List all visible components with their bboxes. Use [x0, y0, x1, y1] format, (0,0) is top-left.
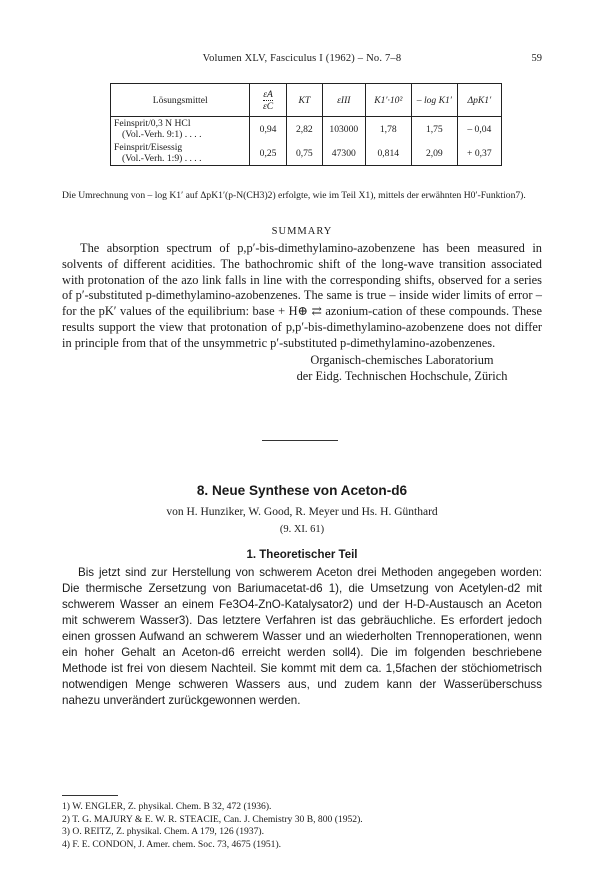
row-solvent [111, 117, 250, 142]
col-solvent: Lösungsmittel [111, 84, 250, 117]
col-kt: KT [286, 84, 322, 117]
table-note: Die Umrechnung von – log K1′ auf ΔpK1′(p-N(CH3)2) erfolgte, wie im Teil X1), mittels der erwähnten H0′-Funktion7). [62, 190, 526, 201]
section-heading: 1. Theoretischer Teil [246, 549, 358, 561]
results-table [110, 83, 502, 166]
cell-logk1: 1,75 [411, 117, 457, 142]
article-authors: von H. Hunziker, W. Good, R. Meyer und Hs. H. Günthard [166, 506, 438, 518]
article-date: (9. XI. 61) [279, 524, 325, 535]
cell-eps-ratio: 0,94 [250, 117, 286, 142]
summary-text: The absorption spectrum of p,p′-bis-dimethylamino-azobenzene has been measured in solvents of different acidities. The bathochromic shift of the long-wave transition associated with protonation of the azo link falls in line with the corresponding shifts, observed for a series of p′-substituted p-dimethylamino-azobenzenes. The same is true – inside wider limits of error – for the pK′ values of the equilibrium: base + H⊕ ⇄ azonium-cation of these compounds. These results support the view that protonation of p,p′-bis-dimethylamino-azobenzene does not differ in principle from that of the unsymmetric p′-substituted p-dimethylamino-azobenzenes. [62, 241, 542, 350]
col-logk1: – log K1′ [411, 84, 457, 117]
section-divider [262, 440, 338, 441]
institution-line2: der Eidg. Technischen Hochschule, Zürich [296, 369, 508, 383]
cell-eps3: 103000 [322, 117, 365, 142]
cell-dpk: – 0,04 [457, 117, 501, 142]
cell-dpk: + 0,37 [457, 141, 501, 166]
running-title: Volumen XLV, Fasciculus I (1962) – No. 7–8 [202, 53, 402, 64]
cell-kt: 0,75 [286, 141, 322, 166]
col-eps3: εIII [322, 84, 365, 117]
cell-k1: 0,814 [365, 141, 411, 166]
col-eps-ratio [250, 84, 286, 117]
solvent-line2: (Vol.-Verh. 1:9) . . . . [122, 153, 202, 164]
body-paragraph: Bis jetzt sind zur Herstellung von schwerem Aceton drei Methoden angegeben worden: Die thermische Zersetzung von Bariumacetat-d6 1), die Umsetzung von Acetylen-d2 mit schwerem Wasser an einem Fe3O4-ZnO-Katalysator2) und der H-D-Austausch an Aceton mit schwerem Wasser3). Das letztere Verfahren ist das gebräuchliche. Es erfordert jedoch einen grossen Aufwand an schwerem Wasser und an wiederholten Trennoperationen, wenn ein hoher Gehalt an Aceton-d6 erreicht werden soll4). Die im folgenden beschriebene Methode ist frei von diesem Nachteil. Sie kommt mit dem ca. 1,5fachen der stöchiometrisch notwendigen Menge schweren Wassers aus, und zudem kann der Wasserüberschuss nahezu unverändert zurückgewonnen werden. [62, 566, 542, 707]
cell-eps-ratio: 0,25 [250, 141, 286, 166]
cell-k1: 1,78 [365, 117, 411, 142]
article-title: 8. Neue Synthese von Aceton-d6 [196, 483, 408, 498]
eps-ratio-bottom: εC [262, 100, 274, 112]
cell-logk1: 2,09 [411, 141, 457, 166]
row-solvent [111, 141, 250, 166]
cell-kt: 2,82 [286, 117, 322, 142]
footnote-item: 4) F. E. CONDON, J. Amer. chem. Soc. 73, 4675 (1951). [62, 838, 282, 850]
footnotes [62, 801, 542, 851]
summary-heading: SUMMARY [271, 226, 333, 237]
table-row [111, 141, 502, 166]
summary-section [62, 241, 542, 352]
institution [262, 352, 542, 384]
footnote-item: 3) O. REITZ, Z. physikal. Chem. A 179, 126 (1937). [62, 826, 264, 838]
footnote-rule [62, 795, 118, 796]
footnote-item: 2) T. G. MAJURY & E. W. R. STEACIE, Can. J. Chemistry 30 B, 800 (1952). [62, 813, 363, 825]
article-body [62, 565, 542, 709]
table-row [111, 117, 502, 142]
page-number: 59 [531, 53, 542, 64]
cell-eps3: 47300 [322, 141, 365, 166]
col-dpk: ΔpK1′ [457, 84, 501, 117]
col-k1: K1′·10² [365, 84, 411, 117]
eps-ratio-top: εA [263, 88, 273, 100]
institution-line1: Organisch-chemisches Laboratorium [310, 353, 494, 367]
solvent-line1: Feinsprit/Eisessig [114, 142, 183, 153]
solvent-line2: (Vol.-Verh. 9:1) . . . . [122, 129, 202, 140]
footnote-item: 1) W. ENGLER, Z. physikal. Chem. B 32, 472 (1936). [62, 801, 272, 812]
solvent-line1: Feinsprit/0,3 N HCl [114, 118, 191, 129]
